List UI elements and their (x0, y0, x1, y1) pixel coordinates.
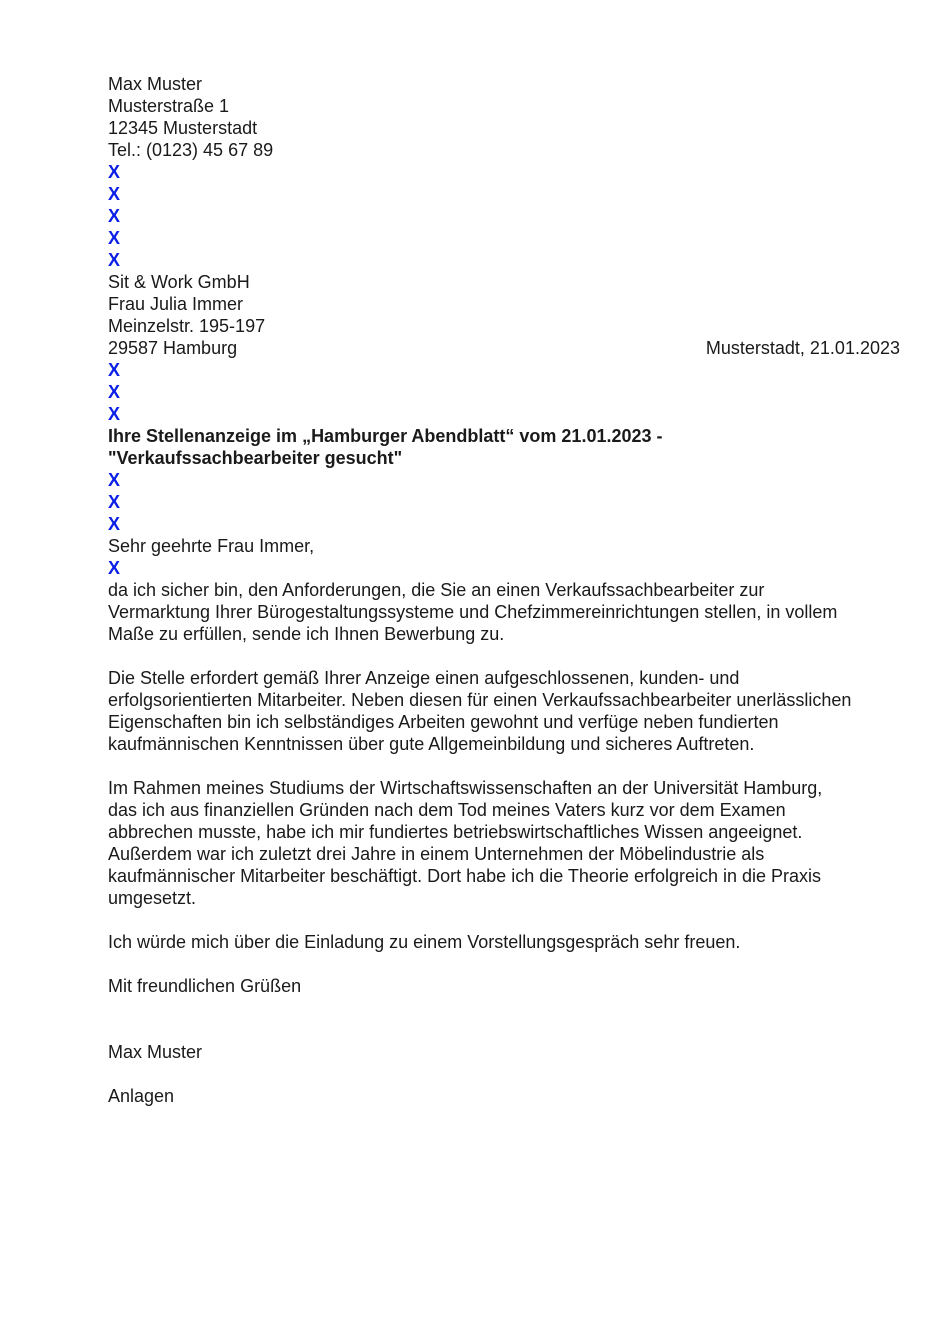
body-paragraph-4 (108, 931, 908, 953)
paragraph-gap (108, 1063, 908, 1085)
attachments-label: Anlagen (108, 1086, 175, 1106)
subject-line-2: "Verkaufssachbearbeiter gesucht" (108, 448, 403, 468)
placeholder-mark: X (108, 404, 121, 424)
paragraph-line: umgesetzt. (108, 888, 197, 908)
paragraph-line: abbrechen musste, habe ich mir fundiertes betriebswirtschaftliches Wissen angeeignet. (108, 822, 803, 842)
salutation: Sehr geehrte Frau Immer, (108, 536, 315, 556)
sender-city: 12345 Musterstadt (108, 118, 258, 138)
paragraph-line: Im Rahmen meines Studiums der Wirtschaftswissenschaften an der Universität Hamburg, (108, 778, 823, 798)
placeholder-mark: X (108, 492, 121, 512)
paragraph-line: Ich würde mich über die Einladung zu einem Vorstellungsgespräch sehr freuen. (108, 932, 741, 952)
paragraph-line: erfolgsorientierten Mitarbeiter. Neben diesen für einen Verkaufssachbearbeiter unerlässlichen (108, 690, 852, 710)
paragraph-line: Vermarktung Ihrer Bürogestaltungssysteme und Chefzimmereinrichtungen stellen, in vollem (108, 602, 838, 622)
subject-line (108, 425, 908, 469)
paragraph-line: kaufmännischen Kenntnissen über gute Allgemeinbildung und sicheres Auftreten. (108, 734, 755, 754)
placeholder-mark: X (108, 228, 121, 248)
sender-address (108, 73, 908, 161)
recipient-street: Meinzelstr. 195-197 (108, 316, 266, 336)
recipient-address (108, 271, 908, 359)
paragraph-line: Maße zu erfüllen, sende ich Ihnen Bewerbung zu. (108, 624, 505, 644)
placeholder-mark: X (108, 514, 121, 534)
placeholder-mark: X (108, 470, 121, 490)
recipient-company: Sit & Work GmbH (108, 272, 250, 292)
paragraph-gap (108, 909, 908, 931)
paragraph-gap (108, 755, 908, 777)
recipient-city: 29587 Hamburg (108, 338, 238, 358)
placeholder-mark: X (108, 558, 121, 578)
placeholder-mark: X (108, 206, 121, 226)
paragraph-line: Außerdem war ich zuletzt drei Jahre in einem Unternehmen der Möbelindustrie als (108, 844, 765, 864)
recipient-city-row (108, 337, 908, 359)
paragraph-line: Die Stelle erfordert gemäß Ihrer Anzeige einen aufgeschlossenen, kunden- und (108, 668, 740, 688)
recipient-contact: Frau Julia Immer (108, 294, 244, 314)
place-date: Musterstadt, 21.01.2023 (705, 338, 900, 358)
sender-name: Max Muster (108, 74, 203, 94)
sender-street: Musterstraße 1 (108, 96, 230, 116)
letter-page (108, 73, 908, 1107)
body-paragraph-3 (108, 777, 908, 909)
sender-phone: Tel.: (0123) 45 67 89 (108, 140, 274, 160)
placeholder-mark: X (108, 360, 121, 380)
placeholder-mark: X (108, 184, 121, 204)
paragraph-gap (108, 953, 908, 975)
subject-line-1: Ihre Stellenanzeige im „Hamburger Abendblatt“ vom 21.01.2023 - (108, 426, 663, 446)
paragraph-line: da ich sicher bin, den Anforderungen, die Sie an einen Verkaufssachbearbeiter zur (108, 580, 765, 600)
closing: Mit freundlichen Grüßen (108, 976, 302, 996)
body-paragraph-1 (108, 579, 908, 645)
placeholder-mark: X (108, 250, 121, 270)
body-paragraph-2 (108, 667, 908, 755)
placeholder-mark: X (108, 382, 121, 402)
paragraph-gap (108, 645, 908, 667)
paragraph-line: das ich aus finanziellen Gründen nach dem Tod meines Vaters kurz vor dem Examen (108, 800, 786, 820)
placeholder-mark: X (108, 162, 121, 182)
paragraph-line: kaufmännischer Mitarbeiter beschäftigt. Dort habe ich die Theorie erfolgreich in die Praxis (108, 866, 822, 886)
signature-name: Max Muster (108, 1042, 203, 1062)
signature-space (108, 997, 908, 1041)
paragraph-line: Eigenschaften bin ich selbständiges Arbeiten gewohnt und verfüge neben fundierten (108, 712, 779, 732)
